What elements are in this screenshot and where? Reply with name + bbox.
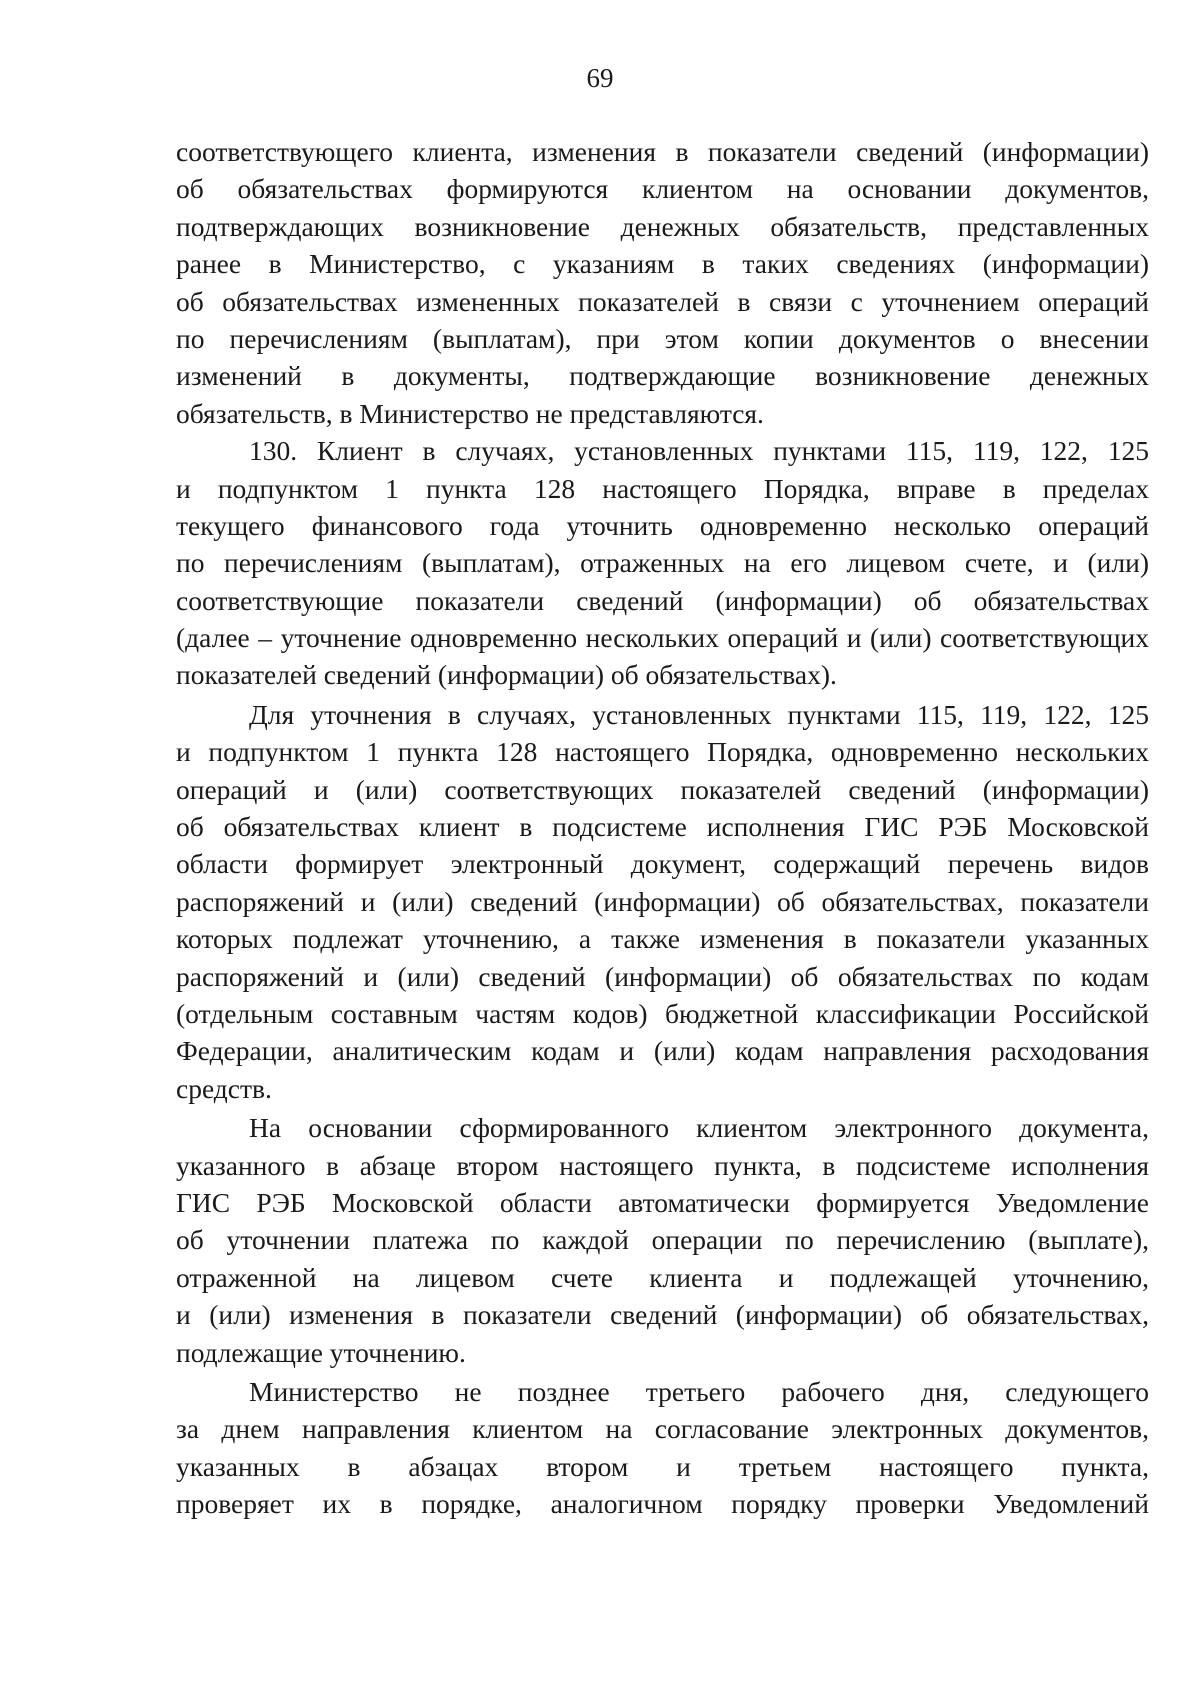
document-body	[176, 133, 1149, 1522]
text-line: Федерации, аналитическим кодам и (или) кодам направления расходования	[176, 1035, 1149, 1067]
text-line: об обязательствах измененных показателей в связи с уточнением операций	[176, 285, 1149, 317]
text-line: об уточнении платежа по каждой операции по перечислению (выплате),	[176, 1224, 1149, 1256]
text-line: Для уточнения в случаях, установленных пунктами 115, 119, 122, 125	[249, 698, 1149, 730]
text-line: подтверждающих возникновение денежных обязательств, представленных	[176, 210, 1149, 242]
text-line: Министерство не позднее третьего рабочего дня, следующего	[249, 1375, 1149, 1407]
text-line: области формирует электронный документ, содержащий перечень видов	[176, 848, 1149, 880]
text-line: об обязательствах клиент в подсистеме исполнения ГИС РЭБ Московской	[176, 811, 1149, 843]
text-line: соответствующего клиента, изменения в показатели сведений (информации)	[176, 136, 1149, 167]
text-line: На основании сформированного клиентом электронного документа,	[249, 1112, 1149, 1144]
text-line: по перечислениям (выплатам), отраженных на его лицевом счете, и (или)	[176, 547, 1149, 579]
text-line: изменений в документы, подтверждающие возникновение денежных	[176, 360, 1149, 392]
text-line: соответствующие показатели сведений (информации) об обязательствах	[176, 584, 1149, 616]
text-line: подлежащие уточнению.	[176, 1336, 466, 1368]
text-line: которых подлежат уточнению, а также изменения в показатели указанных	[176, 923, 1149, 955]
text-line: 130. Клиент в случаях, установленных пунктами 115, 119, 122, 125	[249, 435, 1149, 467]
paragraph	[176, 696, 1149, 1107]
page-number: 69	[586, 63, 614, 93]
text-line: текущего финансового года уточнить одновременно несколько операций	[176, 509, 1149, 541]
text-line: ГИС РЭБ Московской области автоматически формируется Уведомление	[176, 1186, 1149, 1218]
text-line: проверяет их в порядке, аналогичном порядку проверки Уведомлений	[176, 1488, 1149, 1520]
text-line: и подпунктом 1 пункта 128 настоящего Порядка, одновременно нескольких	[176, 736, 1149, 768]
text-line: распоряжений и (или) сведений (информации) об обязательствах по кодам	[176, 960, 1149, 992]
text-line: указанного в абзаце втором настоящего пункта, в подсистеме исполнения	[176, 1149, 1149, 1181]
paragraph-continuation	[176, 133, 1149, 432]
text-line: и подпунктом 1 пункта 128 настоящего Порядка, вправе в пределах	[176, 472, 1149, 504]
text-line: (отдельным составным частям кодов) бюджетной классификации Российской	[176, 997, 1149, 1029]
text-line: указанных в абзацах втором и третьем настоящего пункта,	[176, 1450, 1149, 1482]
text-line: и (или) изменения в показатели сведений (информации) об обязательствах,	[176, 1299, 1149, 1331]
text-line: средств.	[176, 1072, 272, 1104]
text-line: отраженной на лицевом счете клиента и подлежащей уточнению,	[176, 1261, 1149, 1293]
paragraph	[176, 1109, 1149, 1371]
text-line: распоряжений и (или) сведений (информации) об обязательствах, показатели	[176, 885, 1149, 917]
text-line: ранее в Министерство, с указаниям в таких сведениях (информации)	[176, 248, 1149, 280]
text-line: за днем направления клиентом на согласование электронных документов,	[176, 1413, 1149, 1445]
text-line: об обязательствах формируются клиентом на основании документов,	[176, 173, 1149, 205]
text-line: (далее – уточнение одновременно нескольких операций и (или) соответствующих	[176, 622, 1149, 654]
text-line: по перечислениям (выплатам), при этом копии документов о внесении	[176, 322, 1149, 354]
text-line: обязательств, в Министерство не представляются.	[176, 397, 764, 429]
text-line: показателей сведений (информации) об обязательствах).	[176, 659, 837, 691]
paragraph	[176, 1373, 1149, 1523]
text-line: операций и (или) соответствующих показателей сведений (информации)	[176, 773, 1149, 805]
paragraph-clause-130	[176, 432, 1149, 694]
